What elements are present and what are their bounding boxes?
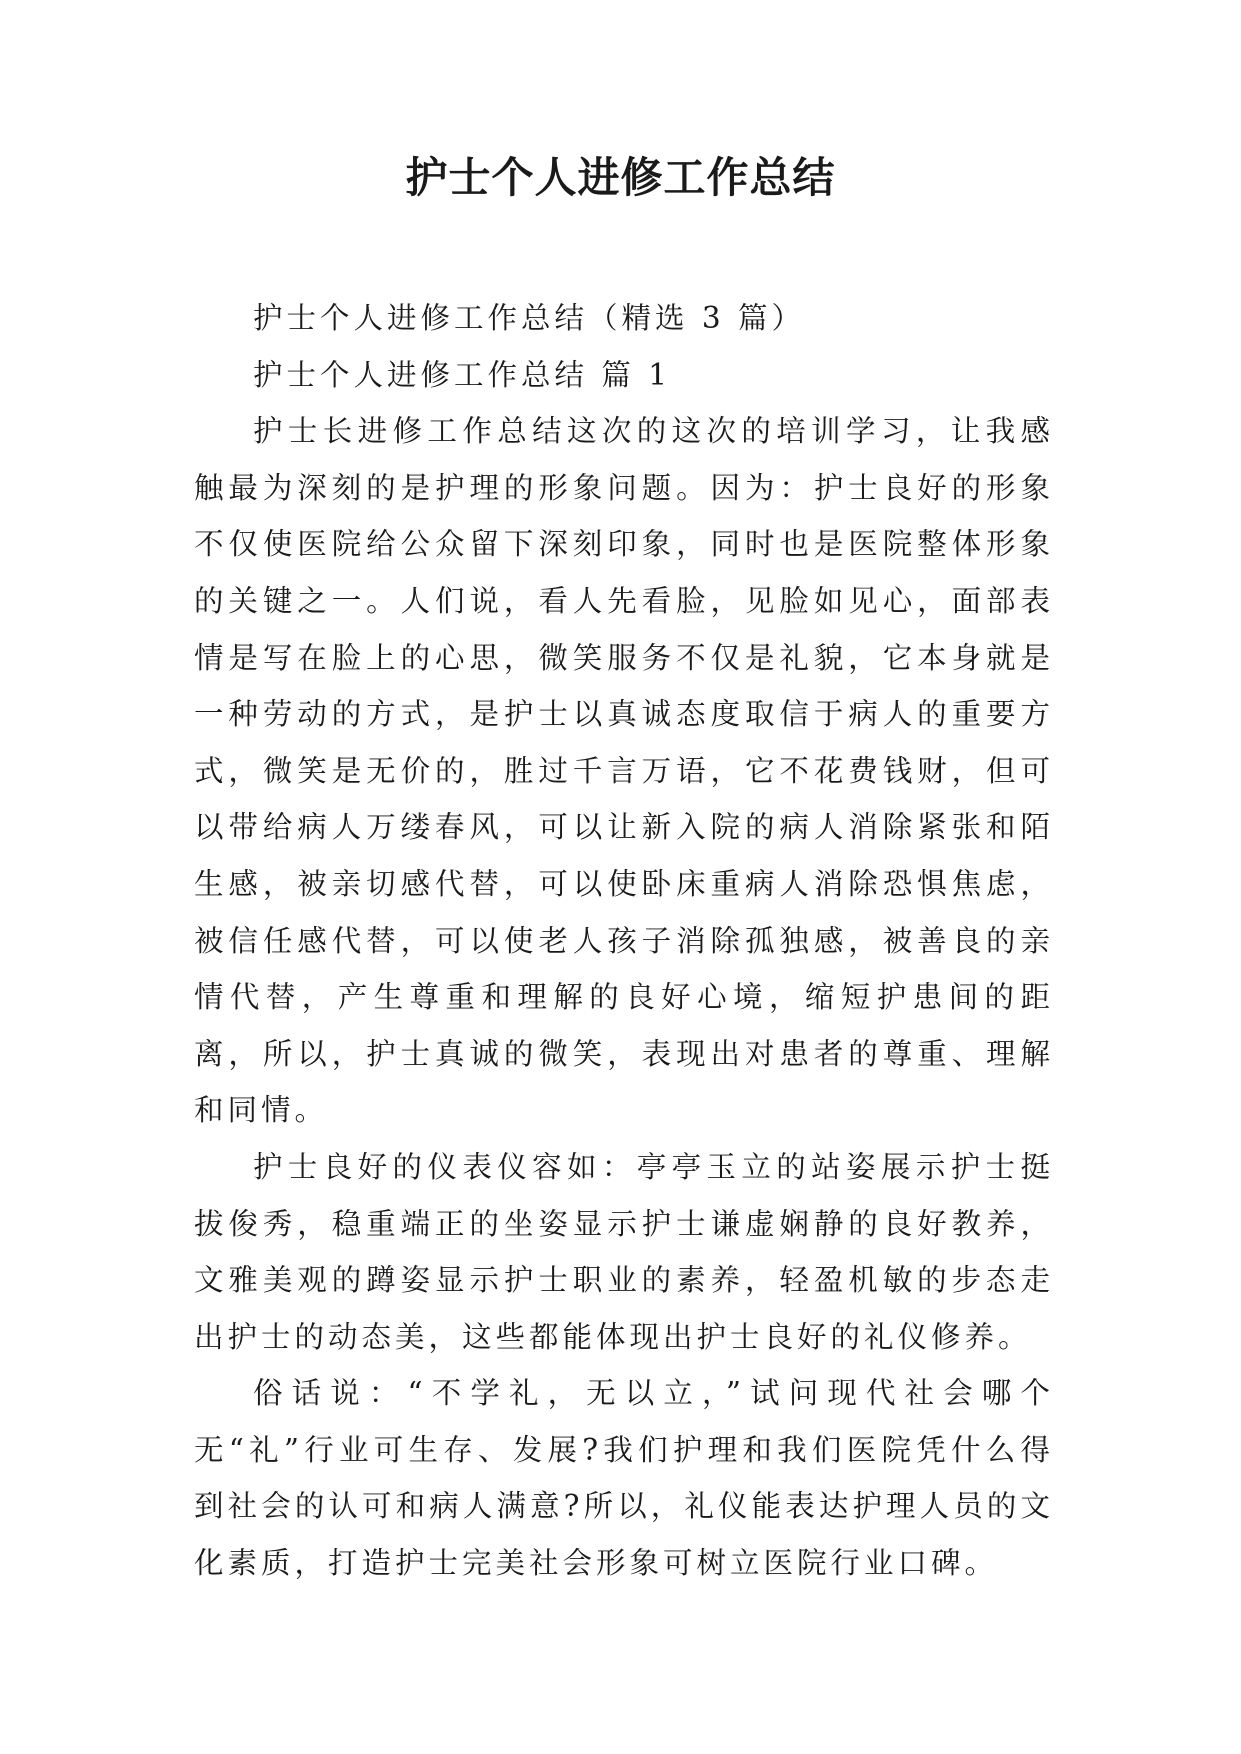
document-subtitle: 护士个人进修工作总结（精选 3 篇） [253,301,806,335]
document-body [194,290,1054,1592]
body-paragraph: 护士良好的仪表仪容如：亭亭玉立的站姿展示护士挺拔俊秀，稳重端正的坐姿显示护士谦虚娴静的良好教养，文雅美观的蹲姿显示护士职业的素养，轻盈机敏的步态走出护士的动态美，这些都能体现出护士良好的礼仪修养。 [194,1149,1054,1354]
document-title: 护士个人进修工作总结 [405,153,836,202]
body-paragraph: 护士长进修工作总结这次的这次的培训学习，让我感触最为深刻的是护理的形象问题。因为：护士良好的形象不仅使医院给公众留下深刻印象，同时也是医院整体形象的关键之一。人们说，看人先看脸，见脸如见心，面部表情是写在脸上的心思，微笑服务不仅是礼貌，它本身就是一种劳动的方式，是护士以真诚态度取信于病人的重要方式，微笑是无价的，胜过千言万语，它不花费钱财，但可以带给病人万缕春风，可以让新入院的病人消除紧张和陌生感，被亲切感代替，可以使卧床重病人消除恐惧焦虑，被信任感代替，可以使老人孩子消除孤独感，被善良的亲情代替，产生尊重和理解的良好心境，缩短护患间的距离，所以，护士真诚的微笑，表现出对患者的尊重、理解和同情。 [194,414,1054,1128]
section-heading: 护士个人进修工作总结 篇 1 [253,357,672,392]
body-paragraph: 俗话说：“不学礼，无以立，”试问现代社会哪个无“礼”行业可生存、发展?我们护理和我们医院凭什么得到社会的认可和病人满意?所以，礼仪能表达护理人员的文化素质，打造护士完美社会形象可树立医院行业口碑。 [194,1376,1054,1581]
